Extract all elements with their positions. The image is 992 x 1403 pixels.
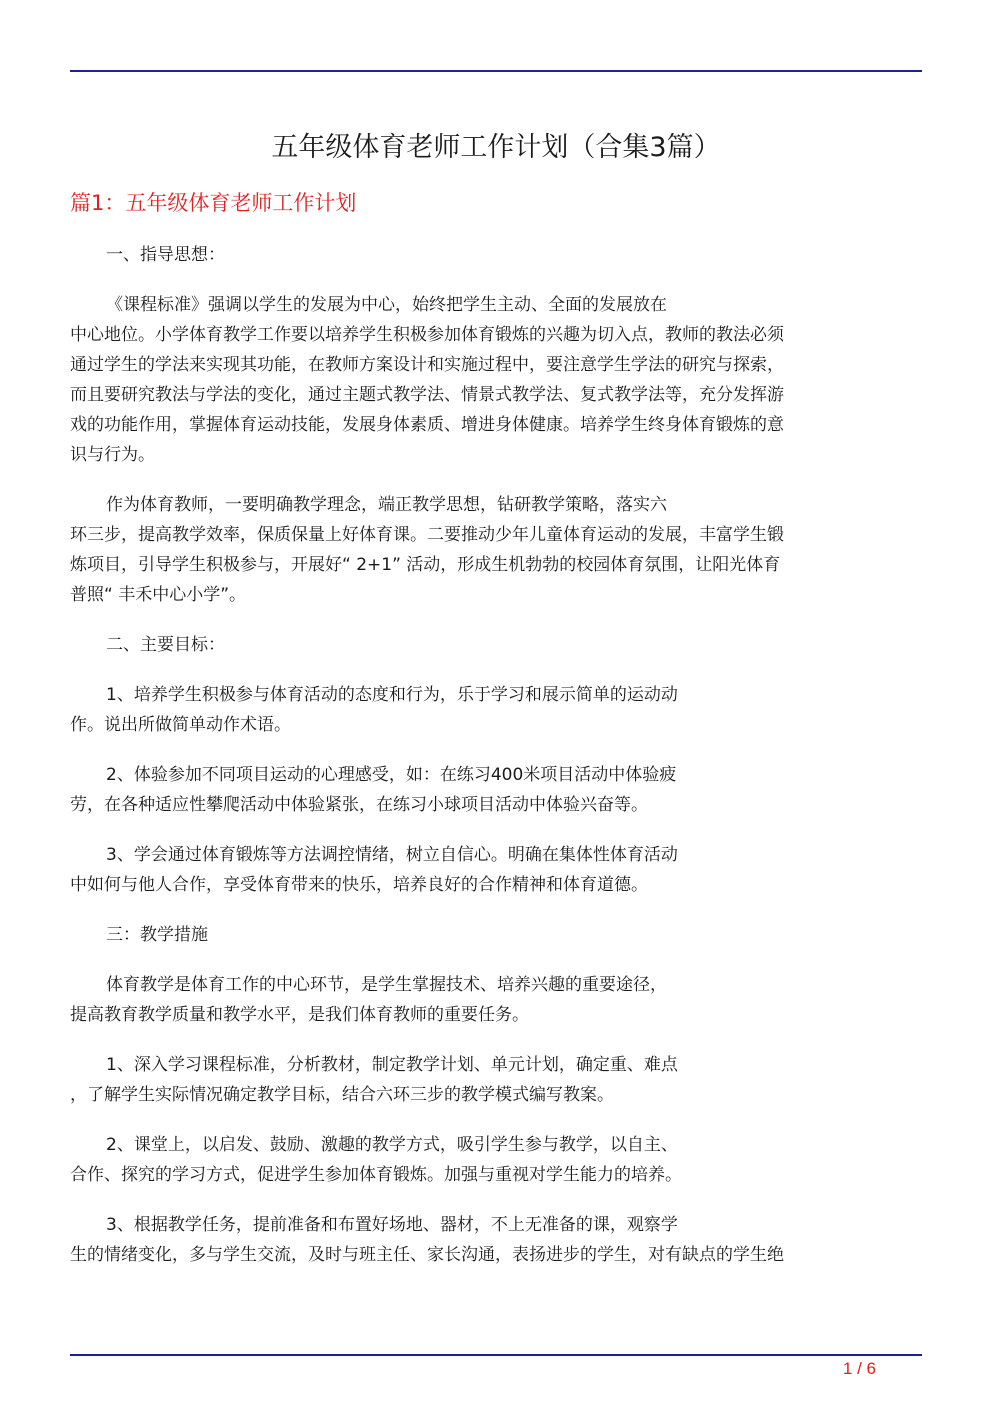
paragraph-line: 体育教学是体育工作的中心环节，是学生掌握技术、培养兴趣的重要途径， (106, 975, 667, 995)
paragraph-line: 作。说出所做简单动作术语。 (70, 715, 291, 735)
paragraph-line: 识与行为。 (70, 445, 155, 465)
paragraph (70, 920, 922, 950)
paragraph-line: 作为体育教师，一要明确教学理念，端正教学思想，钻研教学策略，落实六 (106, 495, 667, 515)
paragraph-line: 戏的功能作用，掌握体育运动技能，发展身体素质、增进身体健康。培养学生终身体育锻炼的意 (70, 415, 784, 435)
document-title: 五年级体育老师工作计划（合集3篇） (271, 132, 721, 163)
page-number: 1 / 6 (842, 1359, 876, 1378)
paragraph-line: 3、根据教学任务，提前准备和布置好场地、器材，不上无准备的课，观察学 (106, 1215, 678, 1235)
paragraph-line: 2、课堂上，以启发、鼓励、激趣的教学方式，吸引学生参与教学，以自主、 (106, 1135, 678, 1155)
paragraph (70, 1130, 922, 1190)
footer-rule (70, 1354, 922, 1356)
paragraph-line: 1、深入学习课程标准，分析教材，制定教学计划、单元计划，确定重、难点 (106, 1055, 678, 1075)
paragraph-line: 1、培养学生积极参与体育活动的态度和行为，乐于学习和展示简单的运动动 (106, 685, 678, 705)
document-body (70, 240, 922, 1290)
paragraph (70, 840, 922, 900)
paragraph-line: ，了解学生实际情况确定教学目标，结合六环三步的教学模式编写教案。 (70, 1085, 614, 1105)
paragraph-line: 通过学生的学法来实现其功能，在教师方案设计和实施过程中，要注意学生学法的研究与探索， (70, 355, 784, 375)
section-heading: 篇1：五年级体育老师工作计划 (70, 191, 357, 215)
paragraph-line: 劳，在各种适应性攀爬活动中体验紧张，在练习小球项目活动中体验兴奋等。 (70, 795, 648, 815)
paragraph-line: 环三步，提高教学效率，保质保量上好体育课。二要推动少年儿童体育运动的发展，丰富学生锻 (70, 525, 784, 545)
paragraph-line: 生的情绪变化，多与学生交流，及时与班主任、家长沟通，表扬进步的学生，对有缺点的学生绝 (70, 1245, 784, 1265)
paragraph-line: 而且要研究教法与学法的变化，通过主题式教学法、情景式教学法、复式教学法等，充分发挥游 (70, 385, 784, 405)
paragraph (70, 680, 922, 740)
paragraph-line: 炼项目，引导学生积极参与，开展好“ 2+1” 活动，形成生机勃勃的校园体育氛围，让阳光体育 (70, 555, 781, 575)
header-rule (70, 70, 922, 72)
paragraph (70, 760, 922, 820)
paragraph (70, 1050, 922, 1110)
paragraph (70, 240, 922, 270)
paragraph-line: 普照“ 丰禾中心小学”。 (70, 585, 247, 605)
paragraph-line: 中如何与他人合作，享受体育带来的快乐，培养良好的合作精神和体育道德。 (70, 875, 648, 895)
paragraph-line: 合作、探究的学习方式，促进学生参加体育锻炼。加强与重视对学生能力的培养。 (70, 1165, 682, 1185)
paragraph-line: 3、学会通过体育锻炼等方法调控情绪，树立自信心。明确在集体性体育活动 (106, 845, 678, 865)
paragraph-line: 三：教学措施 (106, 925, 208, 945)
paragraph-line: 提高教育教学质量和教学水平，是我们体育教师的重要任务。 (70, 1005, 529, 1025)
paragraph (70, 1210, 922, 1270)
paragraph-line: 《课程标准》强调以学生的发展为中心，始终把学生主动、全面的发展放在 (106, 295, 667, 315)
paragraph-line: 一、指导思想： (106, 245, 225, 265)
paragraph-line: 2、体验参加不同项目运动的心理感受，如：在练习400米项目活动中体验疲 (106, 765, 677, 785)
paragraph (70, 970, 922, 1030)
paragraph (70, 630, 922, 660)
paragraph (70, 490, 922, 610)
paragraph-line: 二、主要目标： (106, 635, 225, 655)
paragraph-line: 中心地位。小学体育教学工作要以培养学生积极参加体育锻炼的兴趣为切入点，教师的教法必须 (70, 325, 784, 345)
paragraph (70, 290, 922, 470)
